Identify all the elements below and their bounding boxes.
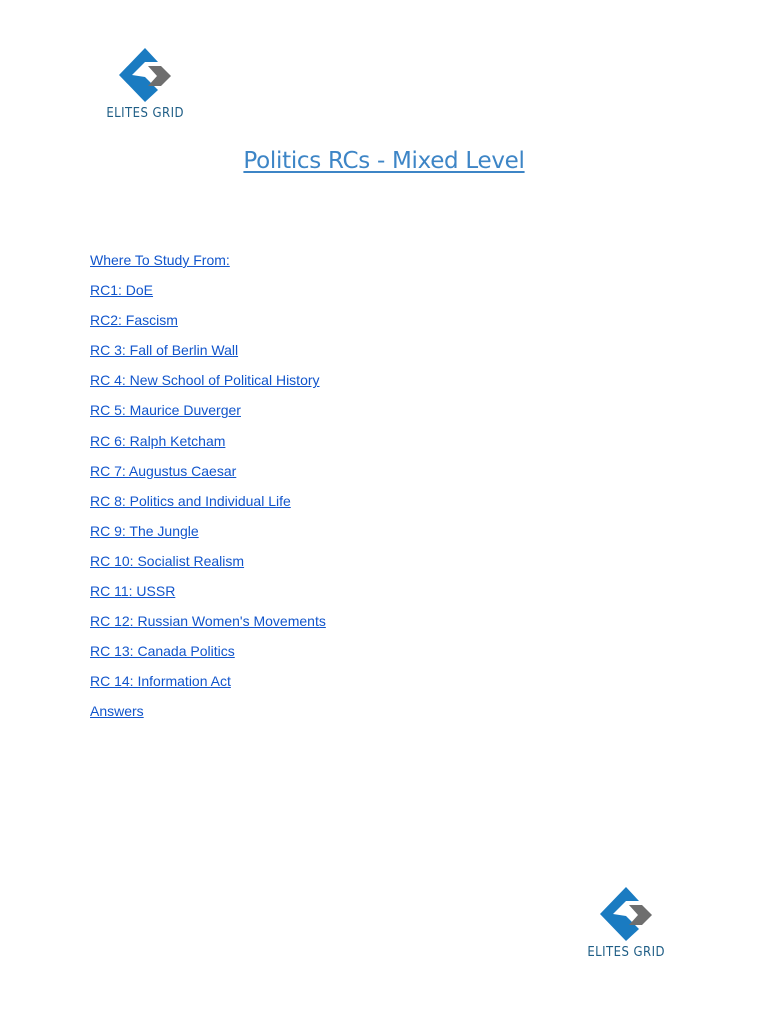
logo-text: ELITES GRID: [106, 106, 184, 121]
elites-grid-logo-footer: [577, 885, 675, 960]
toc-item: [90, 340, 326, 370]
toc-item: [90, 370, 326, 400]
toc-link-answers[interactable]: Answers: [90, 703, 144, 720]
logo-text: ELITES GRID: [587, 945, 665, 960]
toc-link-rc12[interactable]: RC 12: Russian Women's Movements: [90, 613, 326, 630]
elites-grid-logo-icon: [117, 46, 173, 104]
document-title: [0, 139, 768, 176]
toc-item: [90, 701, 326, 731]
document-title-text: Politics RCs - Mixed Level: [243, 148, 525, 174]
toc-link-where-to-study[interactable]: Where To Study From:: [90, 252, 230, 268]
toc-link-rc6[interactable]: RC 6: Ralph Ketcham: [90, 432, 226, 449]
toc-item: [90, 491, 326, 521]
toc-link-rc2[interactable]: RC2: Fascism: [90, 312, 178, 329]
toc-item: [90, 641, 326, 671]
toc-item: [90, 310, 326, 340]
toc-item: [90, 461, 326, 491]
toc-item: [90, 671, 326, 701]
elites-grid-logo-icon: [598, 885, 654, 943]
toc-link-rc1[interactable]: RC1: DoE: [90, 282, 154, 299]
toc-link-rc4[interactable]: RC 4: New School of Political History: [90, 372, 320, 389]
toc-item: [90, 280, 326, 310]
elites-grid-logo-header: [96, 46, 194, 121]
toc-link-rc7[interactable]: RC 7: Augustus Caesar: [90, 462, 237, 479]
toc-item: [90, 250, 326, 280]
toc-link-rc10[interactable]: RC 10: Socialist Realism: [90, 552, 245, 569]
toc-link-rc8[interactable]: RC 8: Politics and Individual Life: [90, 492, 291, 509]
toc-link-rc13[interactable]: RC 13: Canada Politics: [90, 643, 235, 660]
table-of-contents: [90, 250, 326, 732]
toc-link-rc14[interactable]: RC 14: Information Act: [90, 673, 231, 690]
toc-item: [90, 581, 326, 611]
toc-item: [90, 521, 326, 551]
toc-item: [90, 551, 326, 581]
toc-item: [90, 611, 326, 641]
toc-link-rc11[interactable]: RC 11: USSR: [90, 583, 176, 600]
toc-link-rc3[interactable]: RC 3: Fall of Berlin Wall: [90, 342, 239, 359]
toc-item: [90, 400, 326, 430]
toc-link-rc5[interactable]: RC 5: Maurice Duverger: [90, 402, 241, 419]
toc-item: [90, 431, 326, 461]
toc-link-rc9[interactable]: RC 9: The Jungle: [90, 522, 199, 539]
